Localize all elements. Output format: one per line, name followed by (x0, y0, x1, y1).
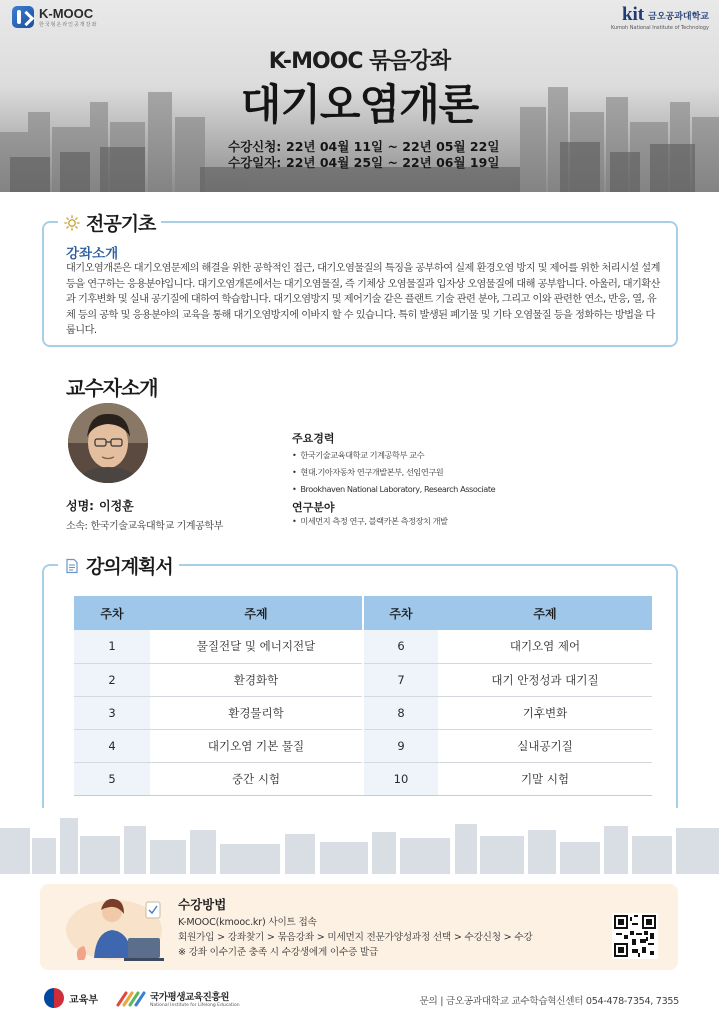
week-cell: 8 (364, 696, 438, 729)
document-icon (64, 558, 80, 574)
enroll-value: 22년 04월 11일 ~ 22년 05월 22일 (286, 139, 500, 154)
week-cell: 5 (74, 762, 150, 795)
kmooc-logo-subtext: 한국형온라인공개강좌 (39, 21, 98, 28)
city-skyline-footer-image (0, 808, 719, 874)
research-list (292, 516, 448, 527)
footer-logos (44, 988, 240, 1008)
kmooc-logo-text: K-MOOC (39, 5, 94, 21)
week-cell: 4 (74, 729, 150, 762)
table-header-row (74, 596, 652, 630)
study-value: 22년 04월 25일 ~ 22년 06월 19일 (286, 155, 500, 170)
section-title-professor: 교수자소개 (66, 376, 158, 400)
research-heading: 연구분야 (292, 501, 335, 514)
topic-cell: 물질전달 및 에너지전달 (150, 630, 362, 663)
table-row (74, 663, 652, 696)
table-row (74, 696, 652, 729)
topic-cell: 환경화학 (150, 663, 362, 696)
week-cell: 1 (74, 630, 150, 663)
week-cell: 2 (74, 663, 150, 696)
nile-logo-subtext: National Institute for Lifelong Education (149, 1002, 240, 1008)
table-row (74, 762, 652, 795)
kit-logo-mark: kit (621, 4, 645, 25)
how-to-enroll-steps (178, 915, 532, 960)
qr-code-image (612, 913, 658, 959)
week-cell: 7 (364, 663, 438, 696)
professor-affiliation (66, 517, 223, 532)
professor-affiliation-label: 소속: (66, 521, 88, 532)
professor-name-value: 이정훈 (98, 499, 134, 513)
syllabus-table (74, 596, 652, 796)
course-title: 대기오염개론 (240, 80, 479, 129)
taegeuk-icon (44, 988, 64, 1008)
professor-affiliation-value: 한국기술교육대학교 기계공학부 (90, 521, 223, 532)
nile-logo-icon (116, 989, 146, 1007)
topic-cell: 기후변화 (438, 696, 652, 729)
section-title-major: 전공기초 (86, 213, 156, 235)
professor-name (66, 497, 134, 514)
topic-cell: 대기오염 제어 (438, 630, 652, 663)
how-step-line: ※ 강좌 이수기준 충족 시 수강생에게 이수증 발급 (178, 947, 379, 958)
nile-logo-text: 국가평생교육진흥원 (149, 991, 229, 1003)
intro-body: 대기오염개론은 대기오염문제의 해결을 위한 공학적인 접근, 대기오염물질의 특징을 공부하여 실제 환경오염 방지 및 제어를 위한 처리시설 설계 등을 연구하는 응용분야입니다. 대기오염개론에서는 대기오염물질, 즉 기체상 오염물질과 입자상 오염물질에 대해 공부합니다. 아울러, 대기확산과 기후변화 및 실내 공기질에 대하여 학습합니다. 대기오염방지 및 제어기술 같은 플랜트 기술 관련 분야, 그리고 이와 관련한 연소, 반응, 열, 유체 등의 공학 및 응용분야의 교육을 통해 대기오염방지에 이바지 할 수 있습니다. 특히 발생된 폐기물 및 기타 오염물질 등을 정화하는 방법을 다룹니다. (66, 263, 660, 337)
syllabus-title (58, 552, 179, 579)
table-row (74, 630, 652, 663)
kmooc-logo (12, 6, 97, 28)
week-cell: 10 (364, 762, 438, 795)
intro-heading: 강좌소개 (66, 246, 119, 262)
how-to-enroll-title: 수강방법 (178, 897, 227, 912)
contact-info: 문의 | 금오공과대학교 교수학습혁신센터 054-478-7354, 7355 (419, 996, 679, 1007)
sun-icon (64, 215, 80, 231)
study-period (228, 155, 499, 171)
topic-cell: 대기오염 기본 물질 (150, 729, 362, 762)
how-step-line: K-MOOC(kmooc.kr) 사이트 접속 (178, 917, 317, 928)
study-label: 수강일자: (228, 155, 282, 170)
student-laptop-illustration (54, 888, 184, 968)
career-item: • Brookhaven National Laboratory, Research Associate (292, 481, 495, 498)
topic-cell: 중간 시험 (150, 762, 362, 795)
col-header-week: 주차 (74, 596, 150, 630)
week-cell: 9 (364, 729, 438, 762)
topic-cell: 실내공기질 (438, 729, 652, 762)
topic-cell: 대기 안정성과 대기질 (438, 663, 652, 696)
kit-logo (611, 6, 709, 31)
enroll-label: 수강신청: (228, 139, 282, 154)
moe-logo (44, 988, 98, 1008)
hero-banner (0, 0, 719, 192)
career-item: • 한국기술교육대학교 기계공학부 교수 (292, 447, 495, 464)
kit-logo-subtext: Kumoh National Institute of Technology (610, 25, 709, 31)
col-header-week: 주차 (364, 596, 438, 630)
section-title-syllabus: 강의계획서 (86, 556, 173, 578)
kit-logo-name: 금오공과대학교 (648, 11, 709, 22)
moe-logo-text: 교육부 (69, 994, 98, 1006)
career-list (292, 447, 495, 498)
col-header-topic: 주제 (438, 596, 652, 630)
research-item: • 미세먼지 측정 연구, 블랙카본 측정장치 개발 (292, 516, 448, 527)
course-intro-title (58, 209, 161, 236)
topic-cell: 환경물리학 (150, 696, 362, 729)
professor-photo (68, 403, 148, 483)
col-header-topic: 주제 (150, 596, 362, 630)
career-heading: 주요경력 (292, 432, 335, 445)
week-cell: 3 (74, 696, 150, 729)
how-step-line: 회원가입 > 강좌찾기 > 묶음강좌 > 미세먼지 전문가양성과정 선택 > 수강신청 > 수강 (178, 932, 533, 943)
career-item: • 현대.기아자동차 연구개발본부, 선임연구원 (292, 464, 495, 481)
nile-logo (116, 989, 240, 1008)
table-row (74, 729, 652, 762)
course-bundle-subtitle: K-MOOC 묶음강좌 (268, 49, 451, 74)
course-dates (228, 139, 499, 171)
kmooc-logo-icon (12, 6, 34, 28)
topic-cell: 기말 시험 (438, 762, 652, 795)
enroll-period (228, 139, 499, 155)
week-cell: 6 (364, 630, 438, 663)
professor-name-label: 성명: (66, 499, 94, 513)
